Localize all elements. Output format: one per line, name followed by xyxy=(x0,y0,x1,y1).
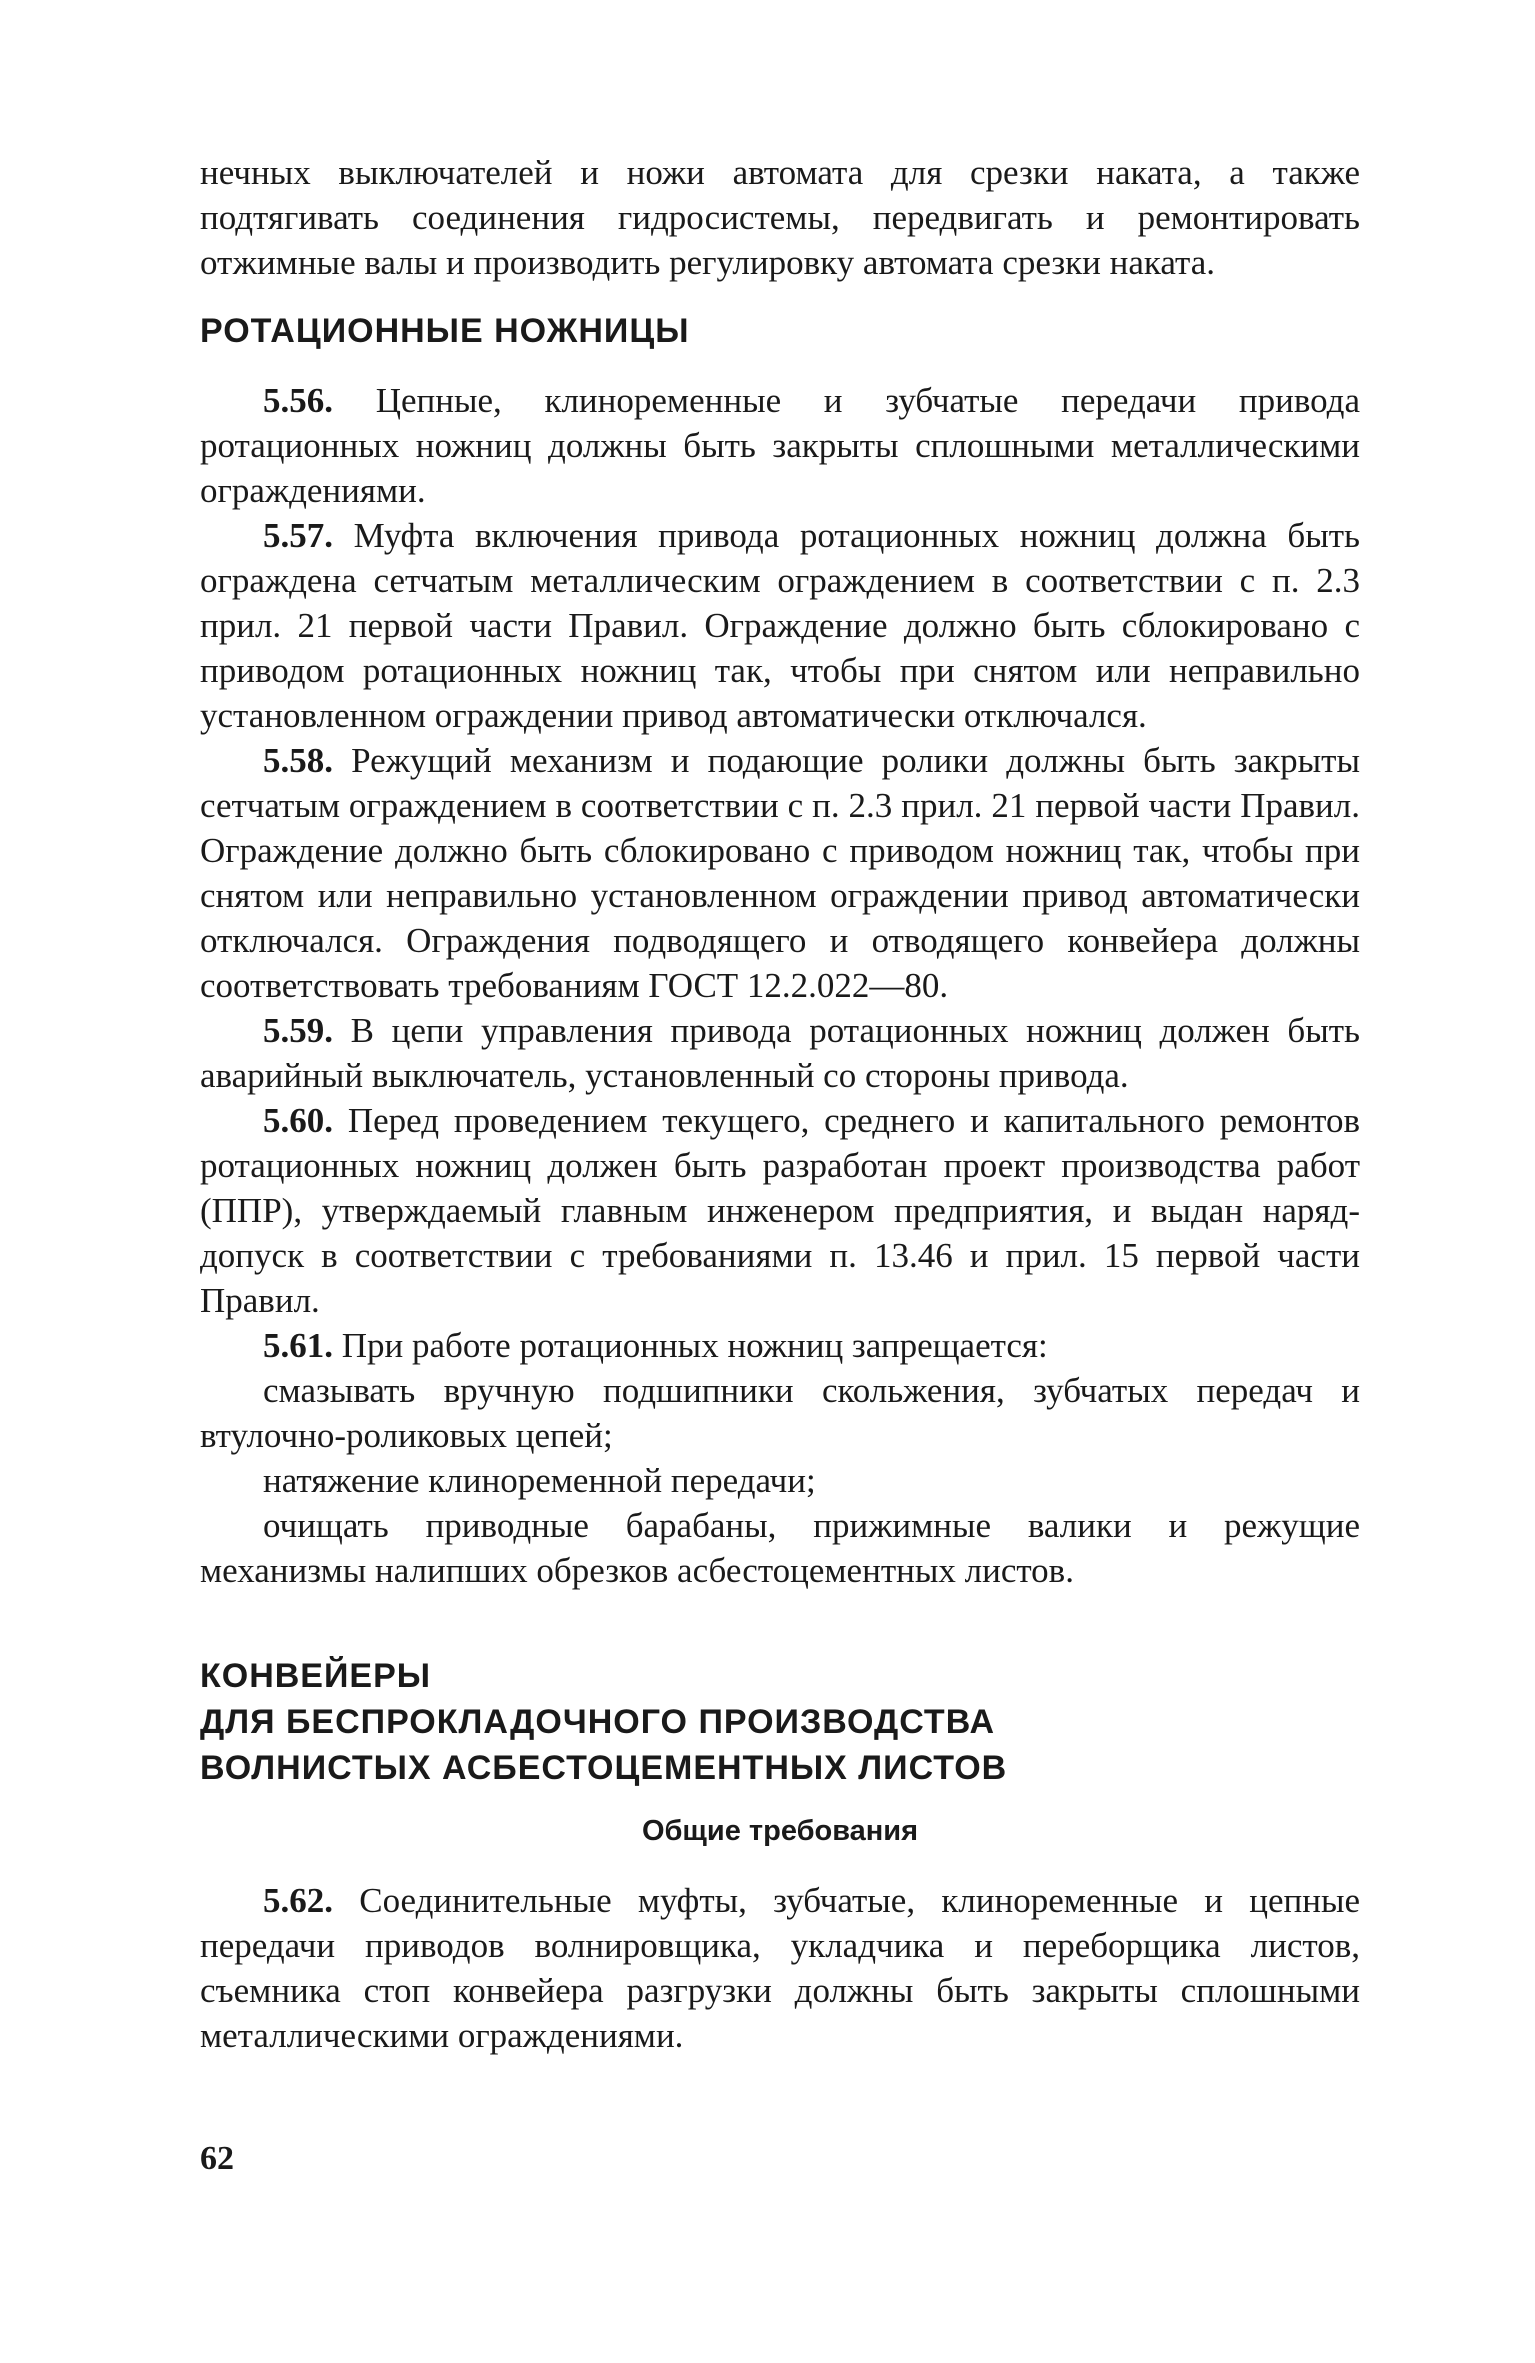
section-title-line: ДЛЯ БЕСПРОКЛАДОЧНОГО ПРОИЗВОДСТВА xyxy=(200,1703,996,1741)
clause-5-61 xyxy=(200,1323,1360,1368)
clause-text: Перед проведением текущего, среднего и капитального ремонтов ротационных ножниц должен быть разработан проект производства работ (ППР), утверждаемый главным инженером предприятия, и выдан наряд-допуск в соответствии с требованиями п. 13.46 и прил. 15 первой части Правил. xyxy=(200,1101,1360,1320)
prohibited-item: очищать приводные барабаны, прижимные валики и режущие механизмы налипших обрезков асбестоцементных листов. xyxy=(200,1506,1360,1590)
intro-paragraph: нечных выключателей и ножи автомата для срезки наката, а также подтягивать соединения гидросистемы, передвигать и ремонтировать отжимные валы и производить регулировку автомата срезки наката. xyxy=(200,153,1360,282)
clause-text: Цепные, клиноременные и зубчатые передачи привода ротационных ножниц должны быть закрыты сплошными металлическими ограждениями. xyxy=(200,381,1360,510)
section-title-conveyors xyxy=(200,1653,1360,1791)
clause-text: Соединительные муфты, зубчатые, клиноременные и цепные передачи приводов волнировщика, укладчика и переборщика листов, съемника стоп конвейера разгрузки должны быть закрыты сплошными металлическими ограждениями. xyxy=(200,1881,1360,2055)
clause-5-56 xyxy=(200,378,1360,513)
clause-text: Режущий механизм и подающие ролики должны быть закрыты сетчатым ограждением в соответствии с п. 2.3 прил. 21 первой части Правил. Ограждение должно быть сблокировано с приводом ножниц так, чтобы при снятом или неправильно установленном ограждении привод автоматически отключался. Ограждения подводящего и отводящего конвейера должны соответствовать требованиям ГОСТ 12.2.022—80. xyxy=(200,741,1360,1005)
section-title-line: КОНВЕЙЕРЫ xyxy=(200,1657,432,1695)
clause-number: 5.60. xyxy=(263,1101,333,1140)
clause-text: Муфта включения привода ротационных ножниц должна быть ограждена сетчатым металлическим ограждением в соответствии с п. 2.3 прил. 21 первой части Правил. Ограждение должно быть сблокировано с приводом ротационных ножниц так, чтобы при снятом или неправильно установленном ограждении привод автоматически отключался. xyxy=(200,516,1360,735)
clause-5-62 xyxy=(200,1878,1360,2058)
clause-text: В цепи управления привода ротационных ножниц должен быть аварийный выключатель, установленный со стороны привода. xyxy=(200,1011,1360,1095)
clause-5-60 xyxy=(200,1098,1360,1323)
clause-5-57 xyxy=(200,513,1360,738)
page-body xyxy=(200,150,1360,2058)
clause-5-58 xyxy=(200,738,1360,1008)
section-title-rotary-shears: РОТАЦИОННЫЕ НОЖНИЦЫ xyxy=(200,312,690,350)
prohibited-item: натяжение клиноременной передачи; xyxy=(263,1461,816,1500)
clause-number: 5.61. xyxy=(263,1326,333,1365)
page-number: 62 xyxy=(200,2140,234,2177)
clause-text: При работе ротационных ножниц запрещается: xyxy=(333,1326,1048,1365)
clause-5-59 xyxy=(200,1008,1360,1098)
clause-number: 5.62. xyxy=(263,1881,333,1920)
section-title-line: ВОЛНИСТЫХ АСБЕСТОЦЕМЕНТНЫХ ЛИСТОВ xyxy=(200,1749,1008,1787)
clause-number: 5.58. xyxy=(263,741,333,780)
clause-number: 5.59. xyxy=(263,1011,333,1050)
prohibited-item: смазывать вручную подшипники скольжения, зубчатых передач и втулочно-роликовых цепей; xyxy=(200,1371,1360,1455)
subsection-title-general: Общие требования xyxy=(641,1815,919,1847)
clause-number: 5.56. xyxy=(263,381,333,420)
clause-number: 5.57. xyxy=(263,516,333,555)
